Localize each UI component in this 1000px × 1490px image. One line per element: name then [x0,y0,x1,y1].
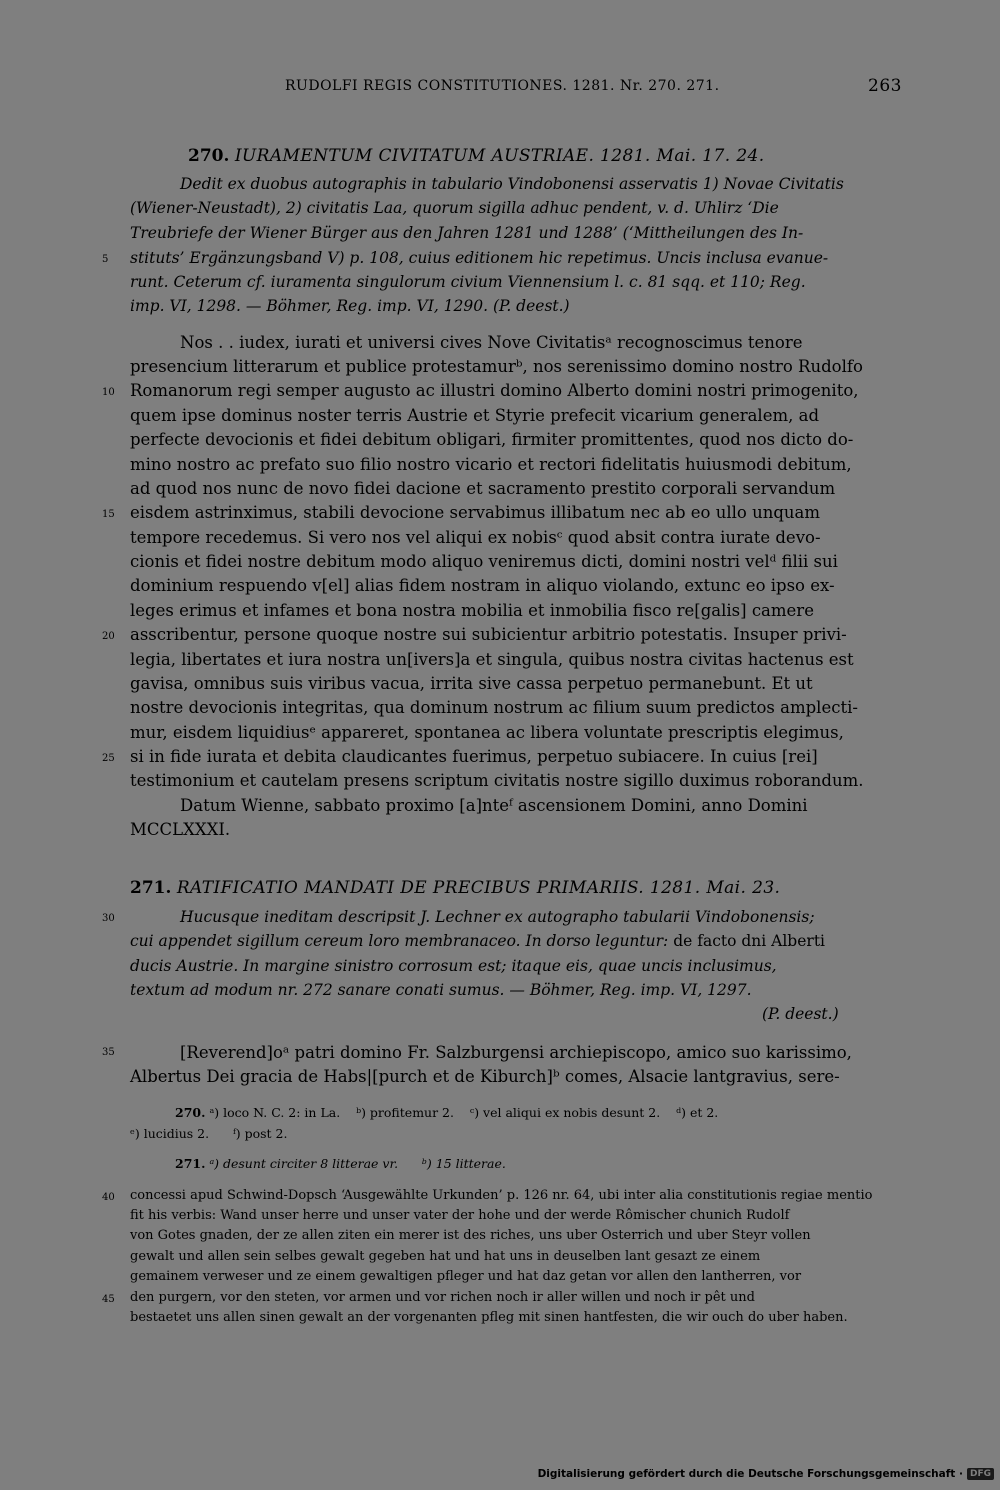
sub-note-line: fit his verbis: Wand unser herre und unser vater der hohe und der werde Rômischer chunich Rudolf [130,1208,790,1223]
footnote-number: 270. [175,1105,206,1120]
sub-note-line: den purgern, vor den steten, vor armen und vor richen noch ir aller willen und noch ir pêt und [130,1290,755,1305]
intro-line: Dedit ex duobus autographis in tabulario Vindobonensi asservatis 1) Novae Civitatis [180,175,844,193]
footnote-a: ᵃ) loco N. C. 2: in La. [209,1105,341,1120]
doc270-number: 270. [188,146,230,166]
sub-note-line: gewalt und allen sein selbes gewalt gegeben hat und hat uns in deuselben lant gesazt ze einem [130,1249,761,1264]
sub-note-line: gemainem verweser und ze einem gewaltigen pfleger und hat daz getan vor allen den lantherren, vor [130,1269,802,1284]
funding-credit [538,1468,994,1480]
line-number: 15 [102,509,115,520]
intro-line: imp. VI, 1298. — Böhmer, Reg. imp. VI, 1290. (P. deest.) [130,297,570,315]
intro-line: runt. Ceterum cf. iuramenta singulorum civium Viennensium l. c. 81 sqq. et 110; Reg. [130,273,806,291]
footnote-d: ᵈ) et 2. [676,1105,719,1120]
line-number: 20 [102,631,115,642]
body-line: mur, eisdem liquidiusᵉ appareret, spontanea ac libera voluntate prescriptis elegimus, [130,723,844,742]
body-line: nostre devocionis integritas, qua dominum nostrum ac filium suum predictos amplecti- [130,698,858,717]
body-line: Nos . . iudex, iurati et universi cives Nove Civitatisᵃ recognoscimus tenore [180,333,803,352]
intro-line: textum ad modum nr. 272 sanare conati sumus. — Böhmer, Reg. imp. VI, 1297. [130,981,752,999]
line-number: 25 [102,753,115,764]
running-title: RUDOLFI REGIS CONSTITUTIONES. 1281. Nr. 270. 271. [285,78,720,94]
footnote-number: 271. [175,1156,206,1171]
footnote-line [175,1105,902,1120]
body-line: presencium litterarum et publice protestamurᵇ, nos serenissimo domino nostro Rudolfo [130,357,863,376]
footnote-f: ᶠ) post 2. [232,1126,288,1141]
doc271-title [130,878,902,898]
body-line: gavisa, omnibus suis viribus vacua, irrita sive cassa perpetuo permanebunt. Et ut [130,674,813,693]
body-line: perfecte devocionis et fidei debitum obligari, firmiter promittentes, quod nos dicto do- [130,430,854,449]
intro-line: (P. deest.) [762,1005,839,1023]
intro-line: stituts’ Ergänzungsband V) p. 108, cuius editionem hic repetimus. Uncis inclusa evanue- [130,249,829,267]
footnote-b: ᵇ) profitemur 2. [356,1105,454,1120]
footnote-e: ᵉ) lucidius 2. [130,1126,210,1141]
page-number: 263 [868,76,902,96]
body-line: quem ipse dominus noster terris Austrie et Styrie prefecit vicarium generalem, ad [130,406,820,425]
body-line: cionis et fidei nostre debitum modo aliquo veniremus dicti, domini nostri velᵈ filii sui [130,552,838,571]
line-number: 40 [102,1192,115,1203]
footnote-c: ᶜ) vel aliqui ex nobis desunt 2. [469,1105,661,1120]
intro-line [130,932,902,950]
body-line: [Reverend]oᵃ patri domino Fr. Salzburgensi archiepiscopo, amico suo karissimo, [180,1043,852,1062]
body-line: eisdem astrinximus, stabili devocione servabimus illibatum nec ab eo ullo unquam [130,503,821,522]
footnote-line [130,1126,902,1141]
page-header [130,74,902,98]
body-line: Datum Wienne, sabbato proximo [a]nteᶠ ascensionem Domini, anno Domini [180,796,808,815]
footnote-a: ᵃ) desunt circiter 8 litterae vr. [209,1156,399,1171]
footnote-line [175,1156,902,1171]
body-line: MCCLXXXI. [130,820,231,839]
body-line: tempore recedemus. Si vero nos vel aliqui ex nobisᶜ quod absit contra iurate devo- [130,528,821,547]
doc270-title [188,146,902,166]
line-number: 5 [102,254,109,265]
body-line: Albertus Dei gracia de Habs|[purch et de Kiburch]ᵇ comes, Alsacie lantgravius, sere- [130,1067,840,1086]
body-line: leges erimus et infames et bona nostra mobilia et inmobilia fisco re[galis] camere [130,601,814,620]
body-line: mino nostro ac prefato suo filio nostro vicario et rectori fidelitatis huiusmodi debitum, [130,455,852,474]
credit-text: Digitalisierung gefördert durch die Deutsche Forschungsgemeinschaft · [537,1468,963,1480]
intro-line: ducis Austrie. In margine sinistro corrosum est; itaque eis, quae uncis inclusimus, [130,957,777,975]
line-number: 30 [102,913,115,924]
intro-line: Treubriefe der Wiener Bürger aus den Jahren 1281 und 1288’ (‘Mittheilungen des In- [130,224,804,242]
footnote-b: ᵇ) 15 litterae. [421,1156,506,1171]
body-line: legia, libertates et iura nostra un[ivers]a et singula, quibus nostra civitas hactenus est [130,650,854,669]
doc271-title-text: RATIFICATIO MANDATI DE PRECIBUS PRIMARIIS. 1281. Mai. 23. [176,878,781,898]
body-line: si in fide iurata et debita claudicantes fuerimus, perpetuo subiacere. In cuius [rei] [130,747,818,766]
body-line: asscribentur, persone quoque nostre sui subicientur arbitrio potestatis. Insuper privi- [130,625,847,644]
sub-note-line: von Gotes gnaden, der ze allen ziten ein merer ist des riches, uns uber Osterrich und uber Steyr vollen [130,1228,811,1243]
intro-line: Hucusque ineditam descripsit J. Lechner ex autographo tabularii Vindobonensis; [180,908,815,926]
line-number: 35 [102,1047,115,1058]
body-line: ad quod nos nunc de novo fidei dacione et sacramento prestito corporali servandum [130,479,836,498]
doc271-number: 271. [130,878,172,898]
line-number: 45 [102,1294,115,1305]
intro-upright-text: de facto dni Alberti [673,932,826,950]
intro-line: (Wiener-Neustadt), 2) civitatis Laa, quorum sigilla adhuc pendent, v. d. Uhlirz ‘Die [130,199,779,217]
body-line: Romanorum regi semper augusto ac illustri domino Alberto domini nostri primogenito, [130,381,859,400]
body-line: testimonium et cautelam presens scriptum civitatis nostre sigillo duximus roborandum. [130,771,864,790]
doc270-title-text: IURAMENTUM CIVITATUM AUSTRIAE. 1281. Mai. 17. 24. [234,146,765,166]
line-number: 10 [102,387,115,398]
dfg-logo: DFG [967,1468,994,1480]
intro-text: cui appendet sigillum cereum loro membranaceo. In dorso leguntur: [130,932,669,950]
sub-note-line: bestaetet uns allen sinen gewalt an der vorgenanten pfleg mit sinen hantfesten, die wir ouch do uber haben. [130,1310,848,1325]
body-line: dominium respuendo v[el] alias fidem nostram in aliquo violando, extunc eo ipso ex- [130,576,835,595]
sub-note-line: concessi apud Schwind-Dopsch ‘Ausgewählte Urkunden’ p. 126 nr. 64, ubi inter alia constitutionis regiae mentio [130,1188,873,1203]
